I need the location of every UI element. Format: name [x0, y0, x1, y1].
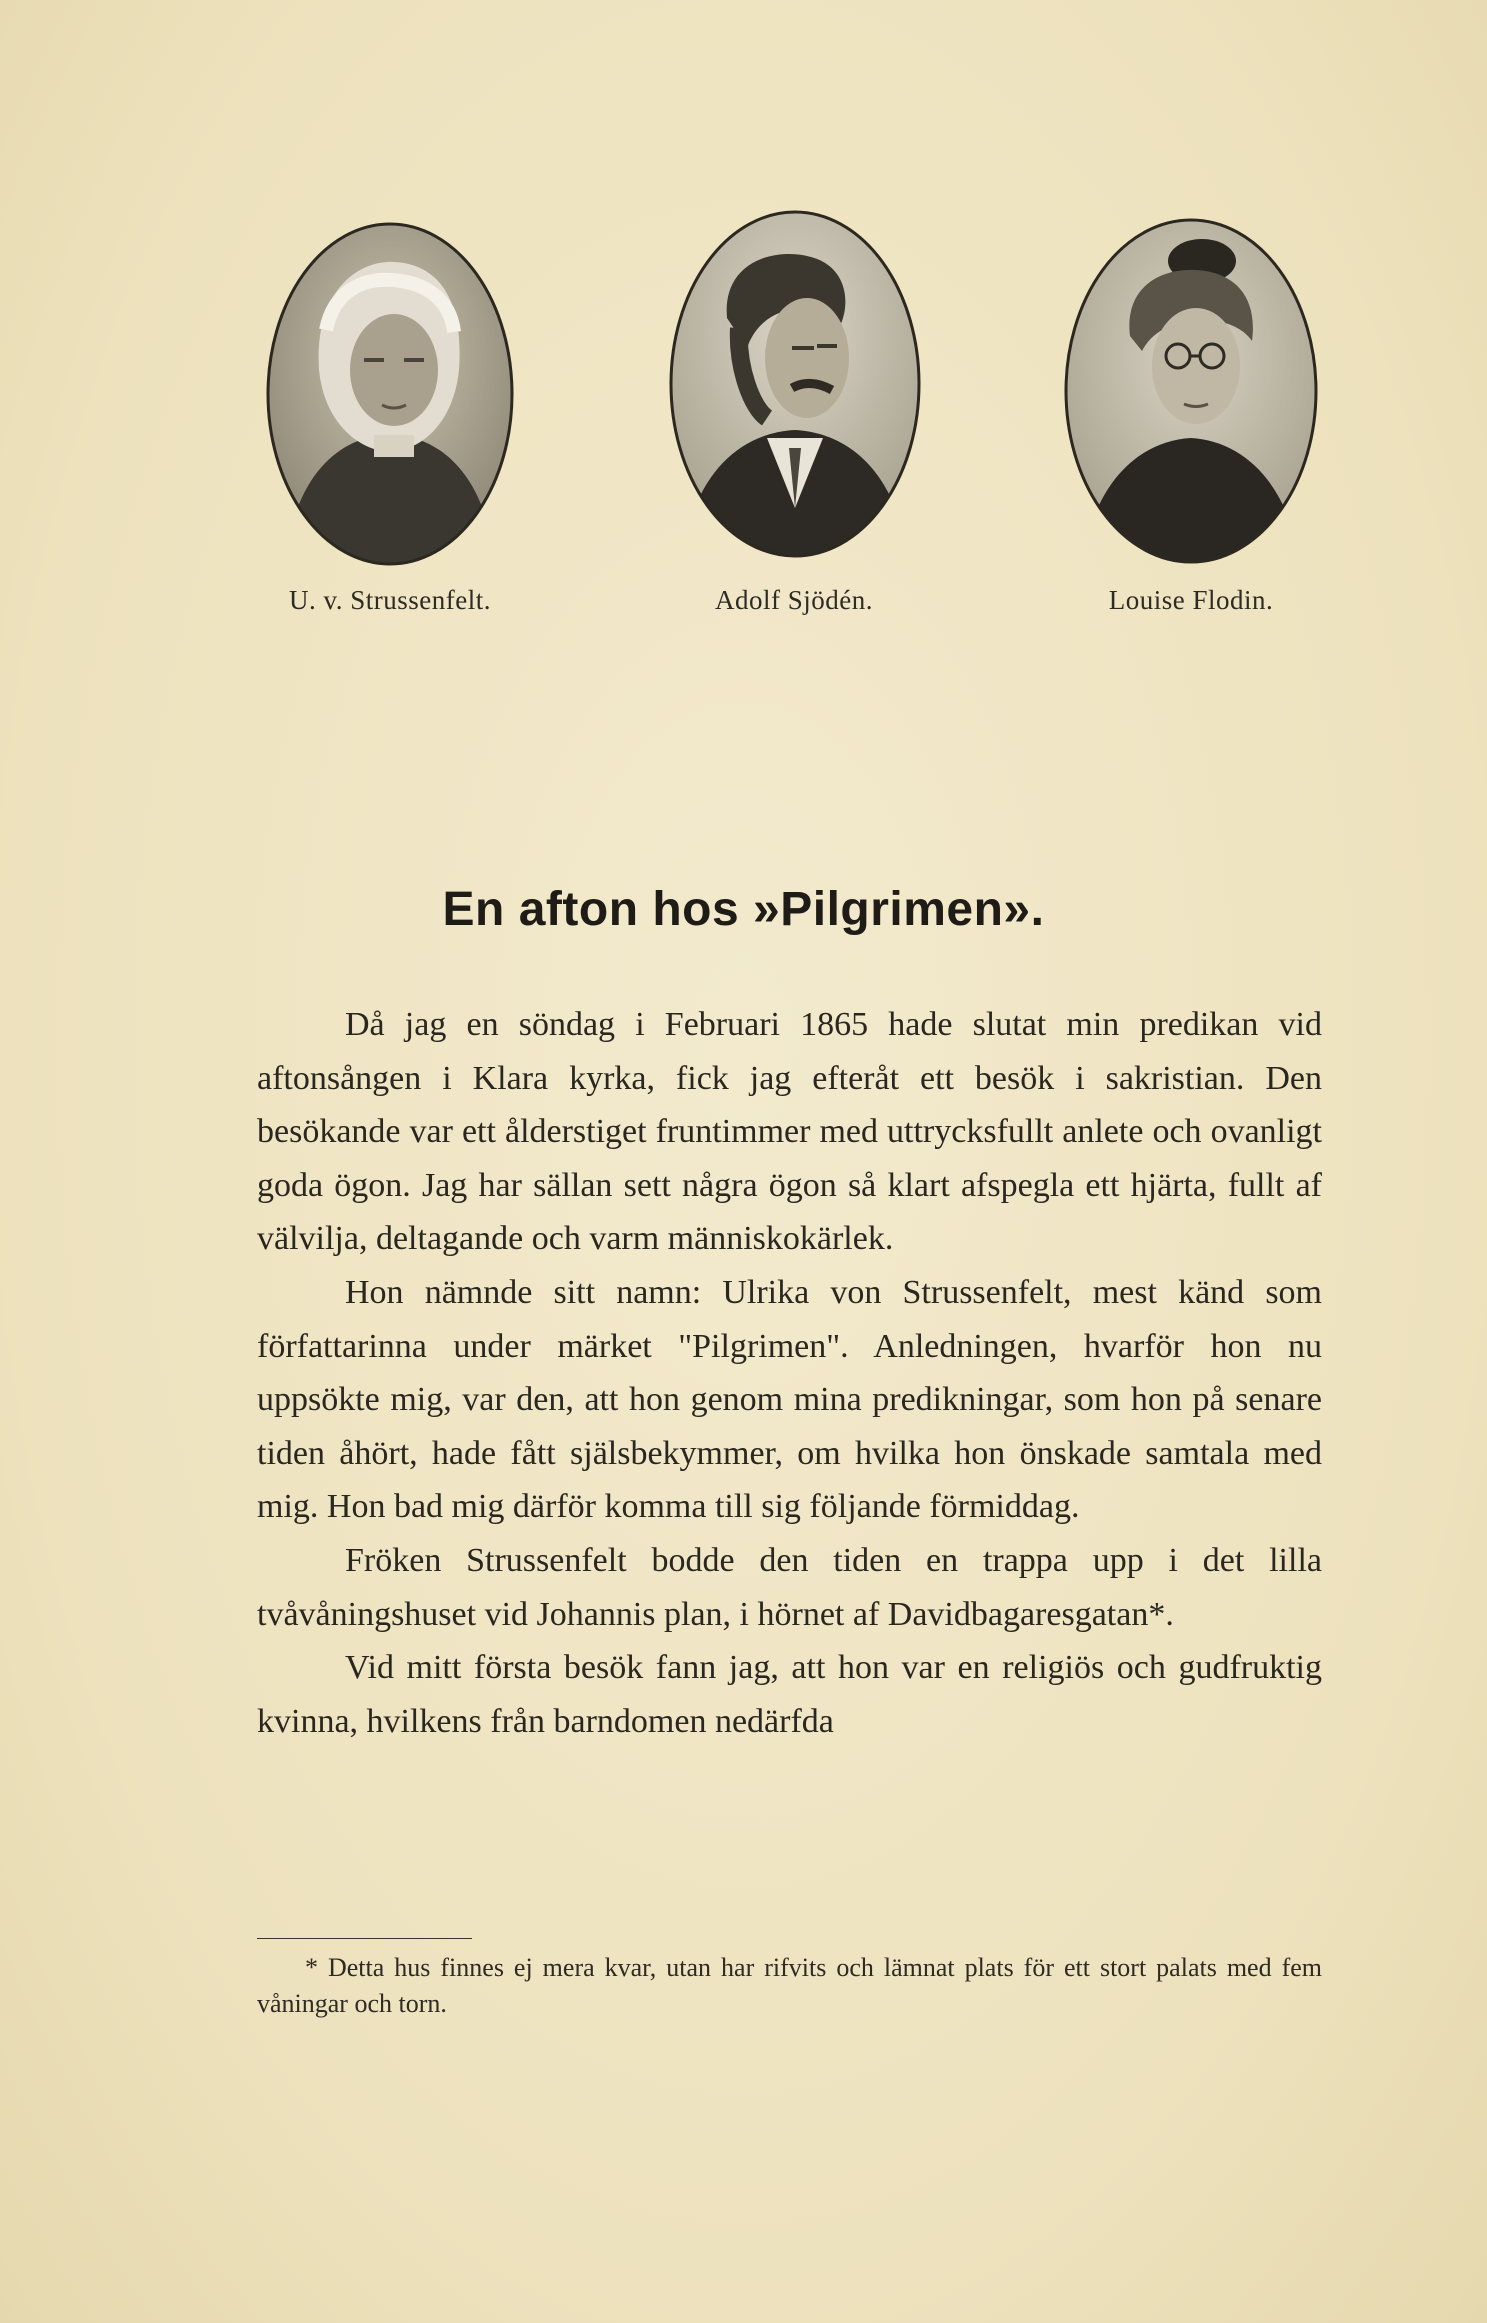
- portrait-caption: Adolf Sjödén.: [715, 585, 873, 615]
- paragraph: Då jag en söndag i Februari 1865 hade slutat min predikan vid aftonsången i Klara kyrka, fick jag efteråt ett besök i sakristian. Den besökande var ett ålderstiget fruntimmer med uttrycksfullt anlete och ovanligt goda ögon. Jag har sällan sett några ögon så klart afspegla ett hjärta, fullt af välvilja, deltagande och varm människokärlek.: [257, 1006, 1322, 1258]
- paragraph: Fröken Strussenfelt bodde den tiden en trappa upp i det lilla tvåvåningshuset vid Johannis plan, i hörnet af Davidbagaresgatan*.: [257, 1541, 1322, 1633]
- portrait-flodin: [1062, 216, 1320, 566]
- paragraph: Hon nämnde sitt namn: Ulrika von Strussenfelt, mest känd som författarinna under märket "Pilgrimen". Anledningen, hvarför hon nu uppsökte mig, var den, att hon genom mina predikningar, som hon på senare tiden åhört, hade fått själsbekymmer, om hvilka hon önskade samtala med mig. Hon bad mig därför komma till sig följande förmiddag.: [257, 1273, 1322, 1526]
- portrait-caption: U. v. Strussenfelt.: [289, 585, 491, 615]
- paragraph: Vid mitt första besök fann jag, att hon var en religiös och gudfruktig kvinna, hvilkens från barndomen nedärfda: [257, 1649, 1322, 1740]
- footnote: [257, 1950, 1322, 2022]
- portrait-row: [0, 0, 1487, 640]
- portrait-strussenfelt: [264, 220, 516, 568]
- body-text: [257, 998, 1322, 1748]
- portrait-sjoden: [667, 208, 923, 560]
- footnote-divider: [257, 1938, 472, 1939]
- portrait-caption: Louise Flodin.: [1108, 585, 1274, 615]
- chapter-title: En afton hos »Pilgrimen».: [442, 883, 1045, 936]
- footnote-text: * Detta hus finnes ej mera kvar, utan har rifvits och lämnat plats för ett stort palats med fem våningar och torn.: [257, 1953, 1322, 2018]
